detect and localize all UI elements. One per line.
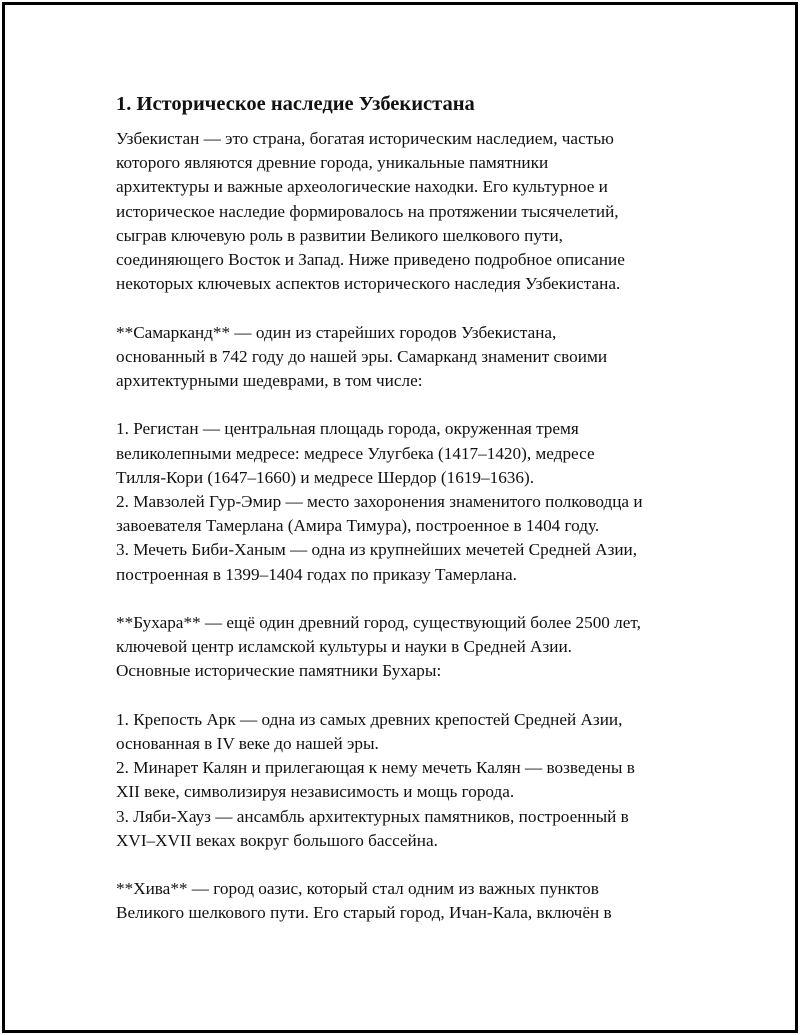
list-item: 2. Минарет Калян и прилегающая к нему мечеть Калян — возведены в [116, 758, 635, 778]
bukhara-intro [116, 611, 716, 684]
list-item: 1. Регистан — центральная площадь города, окруженная тремя [116, 419, 579, 439]
text-line: **Хива** — город оазис, который стал одним из важных пунктов [116, 879, 599, 899]
text-line: Узбекистан — это страна, богатая историческим наследием, частью [116, 129, 614, 148]
document-title: 1. Историческое наследие Узбекистана [116, 93, 475, 115]
text-line: историческое наследие формировалось на протяжении тысячелетий, [116, 201, 619, 221]
text-line: некоторых ключевых аспектов исторического наследия Узбекистана. [116, 274, 621, 294]
text-line: ключевой центр исламской культуры и науки в Средней Азии. [116, 637, 572, 657]
text-line: Основные исторические памятники Бухары: [116, 661, 442, 681]
text-line: **Самарканд** — один из старейших городов Узбекистана, [116, 322, 557, 342]
list-item: 3. Мечеть Биби-Ханым — одна из крупнейших мечетей Средней Азии, [116, 540, 638, 560]
samarkand-intro [116, 321, 716, 394]
document-body [116, 90, 716, 950]
text-line: архитектурными шедеврами, в том числе: [116, 371, 423, 391]
list-item: основанная в IV веке до нашей эры. [116, 734, 379, 754]
list-item: Тилля-Кори (1647–1660) и медресе Шердор (1619–1636). [116, 467, 535, 487]
list-item: 2. Мавзолей Гур-Эмир — место захоронения знаменитого полководца и [116, 492, 643, 512]
text-line: **Бухара** — ещё один древний город, существующий более 2500 лет, [116, 613, 641, 633]
text-line: сыграв ключевую роль в развитии Великого шелкового пути, [116, 225, 563, 245]
text-line: архитектуры и важные археологические находки. Его культурное и [116, 177, 608, 197]
list-item: 3. Ляби-Хауз — ансамбль архитектурных памятников, построенный в [116, 806, 629, 826]
list-item: завоевателя Тамерлана (Амира Тимура), построенное в 1404 году. [116, 516, 600, 536]
samarkand-list [116, 417, 716, 586]
khiva-intro [116, 877, 716, 925]
list-item: XVI–XVII веках вокруг большого бассейна. [116, 830, 438, 850]
list-item: 1. Крепость Арк — одна из самых древних крепостей Средней Азии, [116, 709, 623, 729]
list-item: построенная в 1399–1404 годах по приказу Тамерлана. [116, 564, 517, 584]
list-item: великолепными медресе: медресе Улугбека (1417–1420), медресе [116, 443, 595, 463]
text-line: основанный в 742 году до нашей эры. Самарканд знаменит своими [116, 346, 608, 366]
intro-paragraph [116, 127, 716, 296]
text-line: соединяющего Восток и Запад. Ниже приведено подробное описание [116, 250, 625, 270]
bukhara-list [116, 708, 716, 853]
text-line: которого являются древние города, уникальные памятники [116, 153, 549, 173]
text-line: Великого шелкового пути. Его старый город, Ичан-Кала, включён в [116, 903, 612, 923]
list-item: XII веке, символизируя независимость и мощь города. [116, 782, 515, 802]
